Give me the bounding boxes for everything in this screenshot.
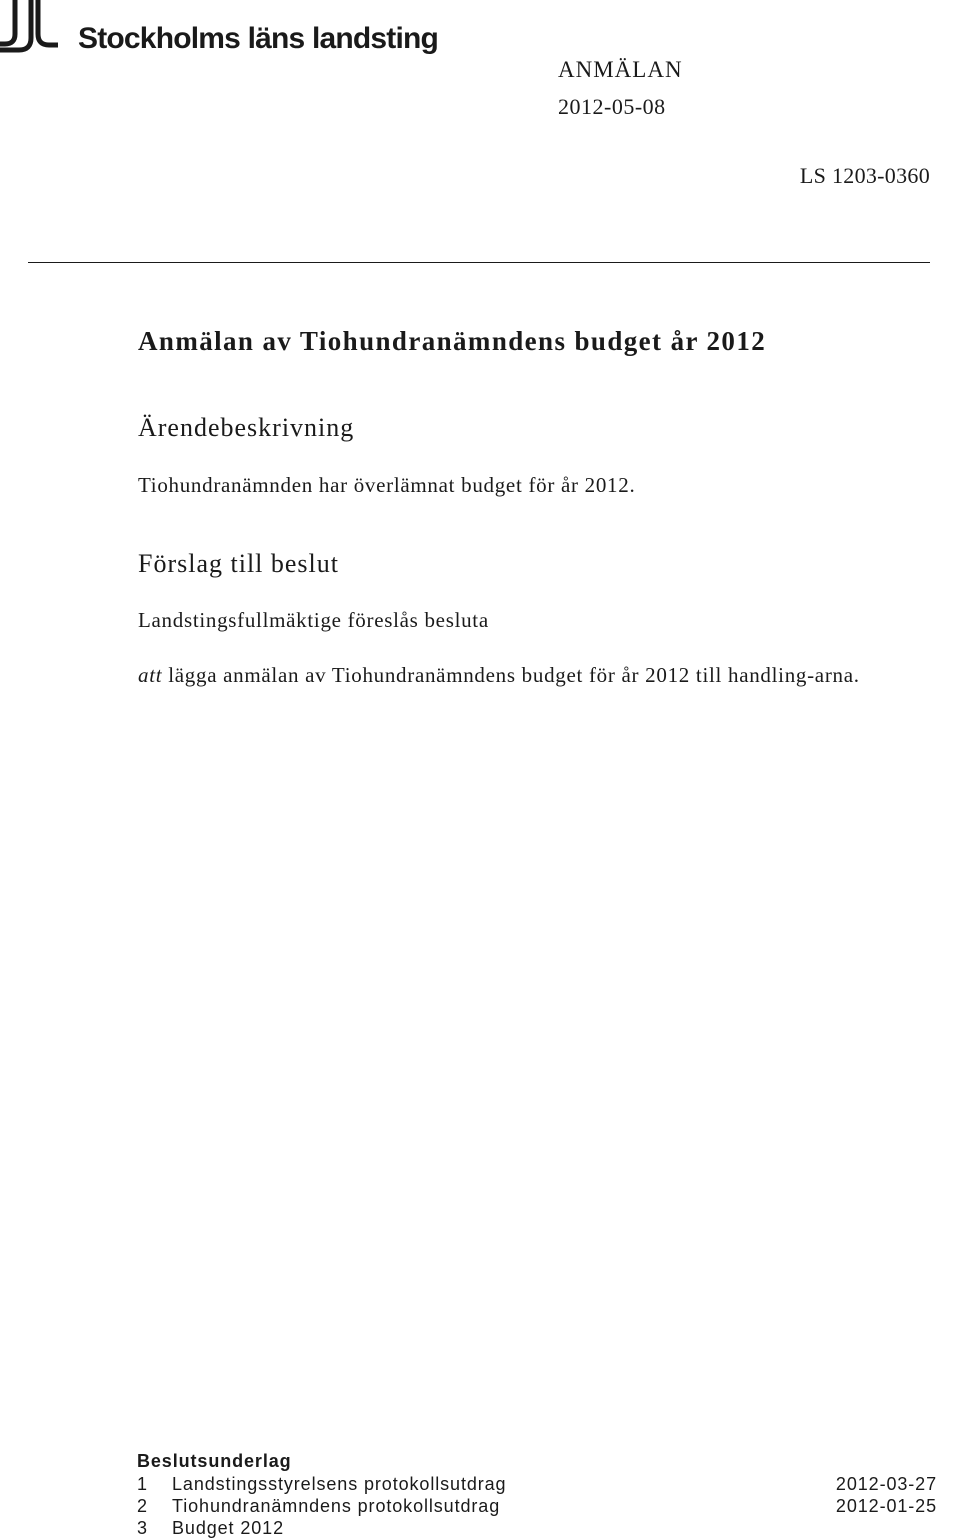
organization-logo: [0, 0, 439, 60]
attachment-row: [137, 1517, 937, 1539]
attachment-row: [137, 1495, 937, 1517]
proposal-text: [138, 661, 878, 689]
sll-logo-mark-icon: [0, 0, 70, 56]
attachment-title: Tiohundranämndens protokollsutdrag: [172, 1496, 501, 1516]
proposal-att-word: att: [138, 663, 163, 687]
attachment-title: Landstingsstyrelsens protokollsutdrag: [172, 1474, 507, 1494]
case-description-text: Tiohundranämnden har överlämnat budget för år 2012.: [138, 473, 636, 497]
attachment-number: 1: [137, 1474, 148, 1494]
attachment-number: 3: [137, 1518, 148, 1538]
document-reference: LS 1203-0360: [799, 163, 930, 188]
document-type: ANMÄLAN: [558, 57, 683, 82]
proposal-body: lägga anmälan av Tiohundranämndens budget för år 2012 till handling-arna.: [168, 663, 860, 687]
page-title: Anmälan av Tiohundranämndens budget år 2012: [138, 326, 767, 356]
case-description-heading: Ärendebeskrivning: [138, 413, 355, 442]
attachment-date: 2012-03-27: [835, 1474, 937, 1494]
attachment-title: Budget 2012: [172, 1518, 284, 1538]
attachments-heading: Beslutsunderlag: [137, 1451, 292, 1471]
attachment-row: [137, 1473, 937, 1495]
organization-name: Stockholms läns landsting: [78, 22, 439, 55]
attachment-date: 2012-01-25: [835, 1496, 937, 1516]
document-date: 2012-05-08: [558, 94, 666, 119]
attachment-number: 2: [137, 1496, 148, 1516]
attachments-section: [137, 1450, 937, 1539]
proposal-intro: Landstingsfullmäktige föreslås besluta: [138, 608, 489, 632]
proposal-heading: Förslag till beslut: [138, 549, 339, 578]
header-divider: [28, 262, 930, 263]
